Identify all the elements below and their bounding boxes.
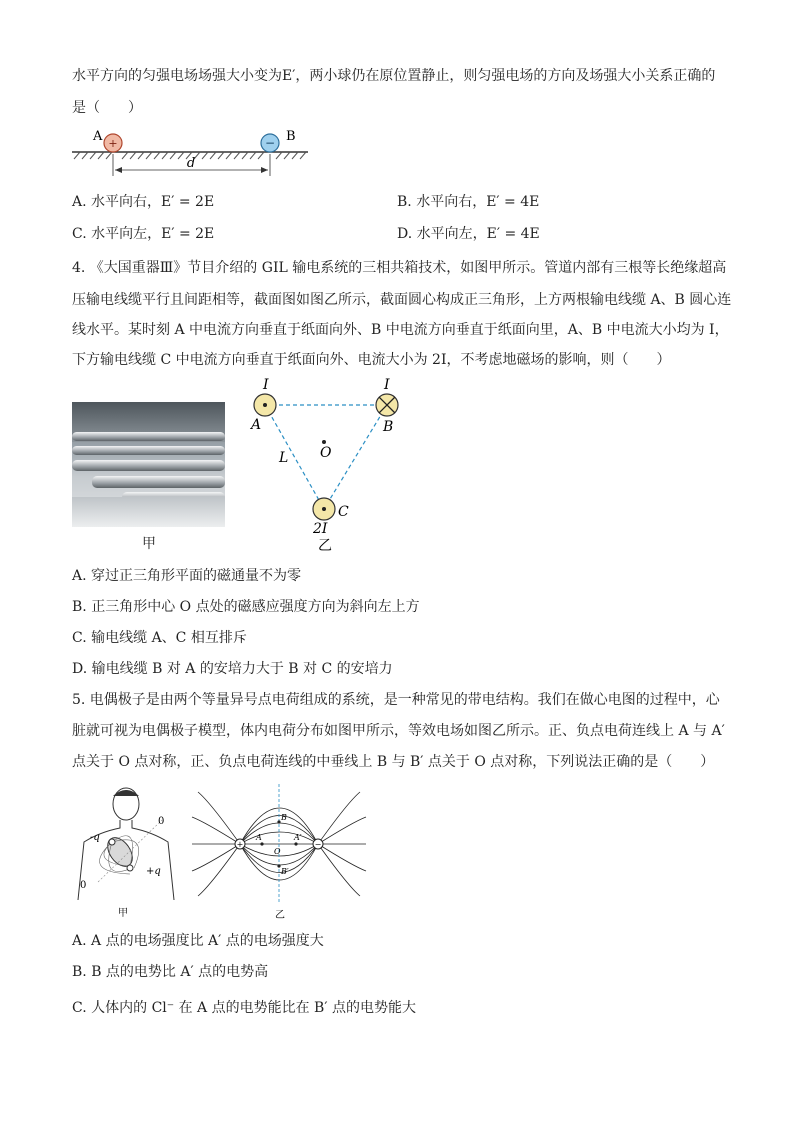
caption-jia: 甲 [118,908,128,919]
q5-option-b[interactable]: B. B 点的电势比 A′ 点的电势高 [72,964,269,980]
positive-charge [127,865,133,871]
label-zero-bottom: 0 [80,880,87,891]
label-d: d [186,156,196,171]
q4-stem-line-1: 4. 《大国重器Ⅲ》节目介绍的 GIL 输电系统的三相共箱技术，如图甲所示。管道内部有三根等长绝缘超高 [72,260,727,276]
q4-stem-line-4: 下方输电线缆 C 中电流方向垂直于纸面向外、电流大小为 2I，不考虑地磁场的影响，则（ ） [72,352,671,368]
q5-figure-dipole-field [190,782,370,922]
point-a-prime [294,842,297,845]
side-bc [324,405,387,509]
q4-option-d[interactable]: D. 输电线缆 B 对 A 的安培力大于 B 对 C 的安培力 [72,661,393,677]
label-c: C [338,504,349,520]
label-b-prime: B′ [281,867,289,876]
cable-c-out-dot [322,507,326,511]
label-o: O [274,847,281,856]
q3-option-b[interactable]: B. 水平向右，E′ = 4E [397,194,540,210]
label-b: B [383,419,394,435]
svg-text:−: − [314,840,322,849]
side-ac [265,405,324,509]
label-current-c: 2I [313,521,328,537]
point-a [260,842,263,845]
gil-tunnel-photo [72,402,225,527]
label-current-a: I [263,377,269,393]
q3-stem-line-1: 水平方向的匀强电场场强大小变为E′，两小球仍在原位置静止，则匀强电场的方向及场强大小关系正确的 [72,68,716,84]
negative-charge [109,839,115,845]
q4-option-c[interactable]: C. 输电线缆 A、C 相互排斥 [72,630,247,646]
q3-stem-line-2: 是（ ） [72,100,142,116]
q5-option-c[interactable]: C. 人体内的 Cl⁻ 在 A 点的电势能比在 B′ 点的电势能大 [72,1000,416,1016]
label-b: B [281,813,287,822]
q5-figure-body-dipole [70,782,190,922]
q5-stem-line-3: 点关于 O 点对称，正、负点电荷连线的中垂线上 B 与 B′ 点关于 O 点对称，下列说法正确的是（ ） [72,754,715,770]
q5-stem-line-1: 5. 电偶极子是由两个等量异号点电荷组成的系统，是一种常见的带电结构。我们在做心电图的过程中，心 [72,692,720,708]
label-l: L [279,450,289,466]
caption-yi: 乙 [318,538,332,554]
label-a-prime: A′ [294,833,302,842]
label-pos-q: +q [146,866,161,877]
q4-cross-section-diagram [245,374,415,554]
q4-stem-line-2: 压输电线缆平行且间距相等，截面图如图乙所示，截面圆心构成正三角形，上方两根输电线缆 A、B 圆心连 [72,292,732,308]
q5-stem-line-2: 脏就可视为电偶极子模型，体内电荷分布如图甲所示，等效电场如图乙所示。正、负点电荷连线上 A 与 A′ [72,723,725,739]
hair [113,790,139,796]
q3-option-a[interactable]: A. 水平向右，E′ = 2E [72,194,215,210]
q5-option-a[interactable]: A. A 点的电场强度比 A′ 点的电场强度大 [72,933,324,949]
q3-option-d[interactable]: D. 水平向左，E′ = 4E [397,226,540,242]
cable-a-out-dot [263,403,267,407]
caption-yi: 乙 [275,910,285,921]
plus-sign: + [108,137,118,150]
caption-jia: 甲 [142,536,156,552]
q3-option-c[interactable]: C. 水平向左，E′ = 2E [72,226,215,242]
center-o-dot [322,440,326,444]
label-a: A [251,417,262,433]
label-b: B [286,129,296,144]
label-o: O [320,445,332,461]
label-neg-q: -q [90,832,100,843]
label-zero-top: 0 [158,816,165,827]
svg-text:+: + [236,840,244,849]
q4-option-b[interactable]: B. 正三角形中心 O 点处的磁感应强度方向为斜向左上方 [72,599,420,615]
q3-figure-charged-balls [70,126,310,184]
label-a: A [93,129,103,144]
minus-sign: − [264,136,276,150]
label-current-b: I [384,377,390,393]
q4-option-a[interactable]: A. 穿过正三角形平面的磁通量不为零 [72,568,302,584]
q4-stem-line-3: 线水平。某时刻 A 中电流方向垂直于纸面向外、B 中电流方向垂直于纸面向里，A、B 中电流大小均为 I， [72,322,729,338]
label-a: A [256,833,262,842]
